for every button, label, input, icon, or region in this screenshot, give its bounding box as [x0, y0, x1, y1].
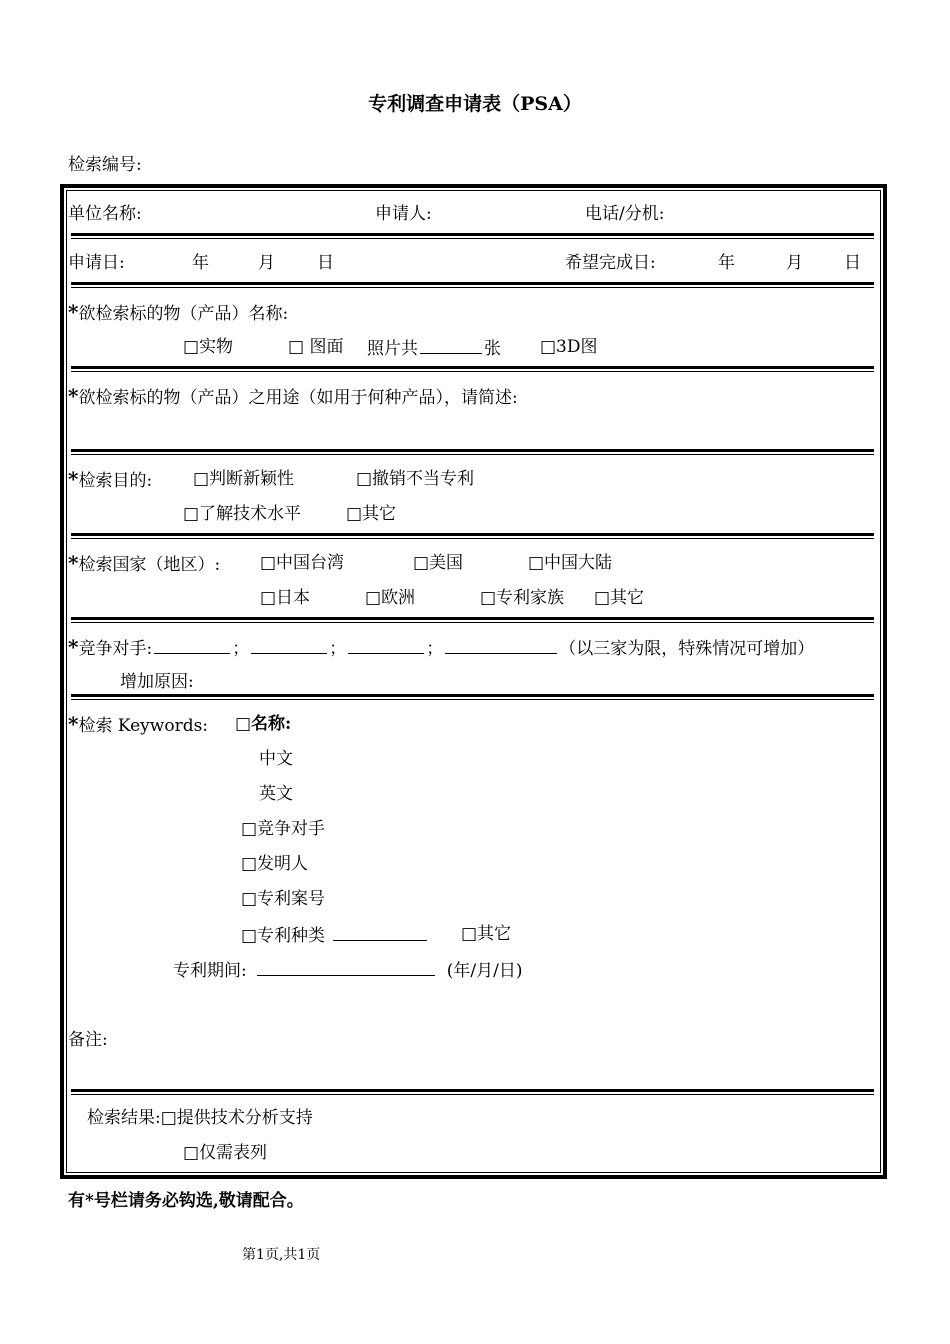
competitor-sep: ；: [426, 639, 444, 659]
object-opt-drawing[interactable]: □ 图面: [288, 337, 344, 357]
row-separator: [71, 366, 874, 372]
row-separator: [71, 449, 874, 455]
apply-day-label: 日: [317, 253, 334, 273]
required-star: *: [68, 635, 79, 659]
applicant-label: 申请人:: [375, 204, 432, 224]
result-label: 检索结果:: [87, 1108, 161, 1128]
country-opt-europe[interactable]: □欧洲: [365, 588, 416, 608]
object-opt-3d[interactable]: □3D图: [540, 337, 598, 357]
photo-suffix: 张: [484, 339, 501, 359]
patent-period-label: 专利期间:: [173, 961, 247, 981]
unit-name-label: 单位名称:: [68, 204, 142, 224]
page-footer: 第1页,共1页: [242, 1247, 321, 1263]
phone-label: 电话/分机:: [585, 204, 665, 224]
remark-label: 备注:: [68, 1030, 108, 1050]
keyword-opt-patent-type[interactable]: □专利种类: [241, 926, 326, 946]
hope-year-label: 年: [718, 253, 735, 273]
required-star: *: [68, 467, 79, 491]
country-opt-mainland[interactable]: □中国大陆: [528, 553, 613, 573]
competitor-sep: ；: [232, 639, 250, 659]
keyword-opt-inventor[interactable]: □发明人: [241, 854, 309, 874]
apply-year-label: 年: [192, 253, 209, 273]
row-separator: [71, 1089, 874, 1095]
row-separator: [71, 233, 874, 239]
patent-type-field[interactable]: [333, 924, 427, 941]
object-opt-photo: [367, 337, 501, 359]
keyword-opt-other[interactable]: □其它: [461, 924, 512, 944]
required-notice: 有*号栏请务必钩选,敬请配合。: [68, 1191, 304, 1211]
competitor-field-4[interactable]: [445, 637, 557, 654]
competitor-sep: ；: [329, 639, 347, 659]
hope-month-label: 月: [786, 253, 803, 273]
competitor-note: （以三家为限，特殊情况可增加）: [559, 639, 815, 659]
hope-day-label: 日: [844, 253, 861, 273]
purpose-label: 检索目的:: [78, 471, 153, 491]
photo-count-field[interactable]: [420, 337, 482, 354]
patent-period-format: (年/月/日): [446, 961, 523, 981]
required-star: *: [68, 300, 79, 324]
country-opt-japan[interactable]: □日本: [260, 588, 311, 608]
competitor-field-3[interactable]: [348, 637, 424, 654]
competitor-field-1[interactable]: [154, 637, 230, 654]
keyword-english-label: 英文: [259, 784, 293, 804]
object-name-label: 欲检索标的物（产品）名称:: [78, 304, 289, 324]
increase-reason-label: 增加原因:: [120, 672, 194, 692]
required-star: *: [68, 712, 79, 736]
country-opt-family[interactable]: □专利家族: [480, 588, 565, 608]
patent-period-field[interactable]: [257, 959, 435, 976]
required-star: *: [68, 384, 79, 408]
purpose-opt-novelty[interactable]: □判断新颖性: [193, 469, 295, 489]
row-separator: [71, 617, 874, 623]
keyword-opt-patent-number[interactable]: □专利案号: [241, 889, 326, 909]
purpose-opt-other[interactable]: □其它: [346, 504, 397, 524]
object-opt-physical[interactable]: □实物: [183, 337, 234, 357]
apply-date-label: 申请日:: [68, 253, 125, 273]
country-opt-usa[interactable]: □美国: [413, 553, 464, 573]
keyword-opt-competitor[interactable]: □竞争对手: [241, 819, 326, 839]
country-opt-taiwan[interactable]: □中国台湾: [260, 553, 345, 573]
keyword-chinese-label: 中文: [259, 749, 293, 769]
result-opt-list-only[interactable]: □仅需表列: [183, 1143, 268, 1163]
apply-month-label: 月: [258, 253, 275, 273]
search-number-label: 检索编号:: [68, 155, 142, 175]
country-label: 检索国家（地区）:: [78, 555, 221, 575]
purpose-opt-tech-level[interactable]: □了解技术水平: [183, 504, 302, 524]
page-title: 专利调查申请表（PSA）: [368, 93, 582, 115]
competitor-label: 竞争对手:: [78, 639, 153, 659]
usage-label: 欲检索标的物（产品）之用途（如用于何种产品），请简述:: [78, 388, 518, 408]
row-separator: [71, 694, 874, 700]
purpose-opt-revoke[interactable]: □撤销不当专利: [356, 469, 475, 489]
required-star: *: [68, 551, 79, 575]
competitor-field-2[interactable]: [251, 637, 327, 654]
row-separator: [71, 282, 874, 288]
country-opt-other[interactable]: □其它: [594, 588, 645, 608]
keywords-label: 检索 Keywords:: [78, 716, 209, 736]
result-opt-analysis[interactable]: □提供技术分析支持: [160, 1108, 313, 1128]
photo-prefix: 照片共: [367, 339, 418, 359]
hope-date-label: 希望完成日:: [565, 253, 656, 273]
keyword-opt-name[interactable]: □名称:: [235, 714, 292, 734]
row-separator: [71, 533, 874, 539]
